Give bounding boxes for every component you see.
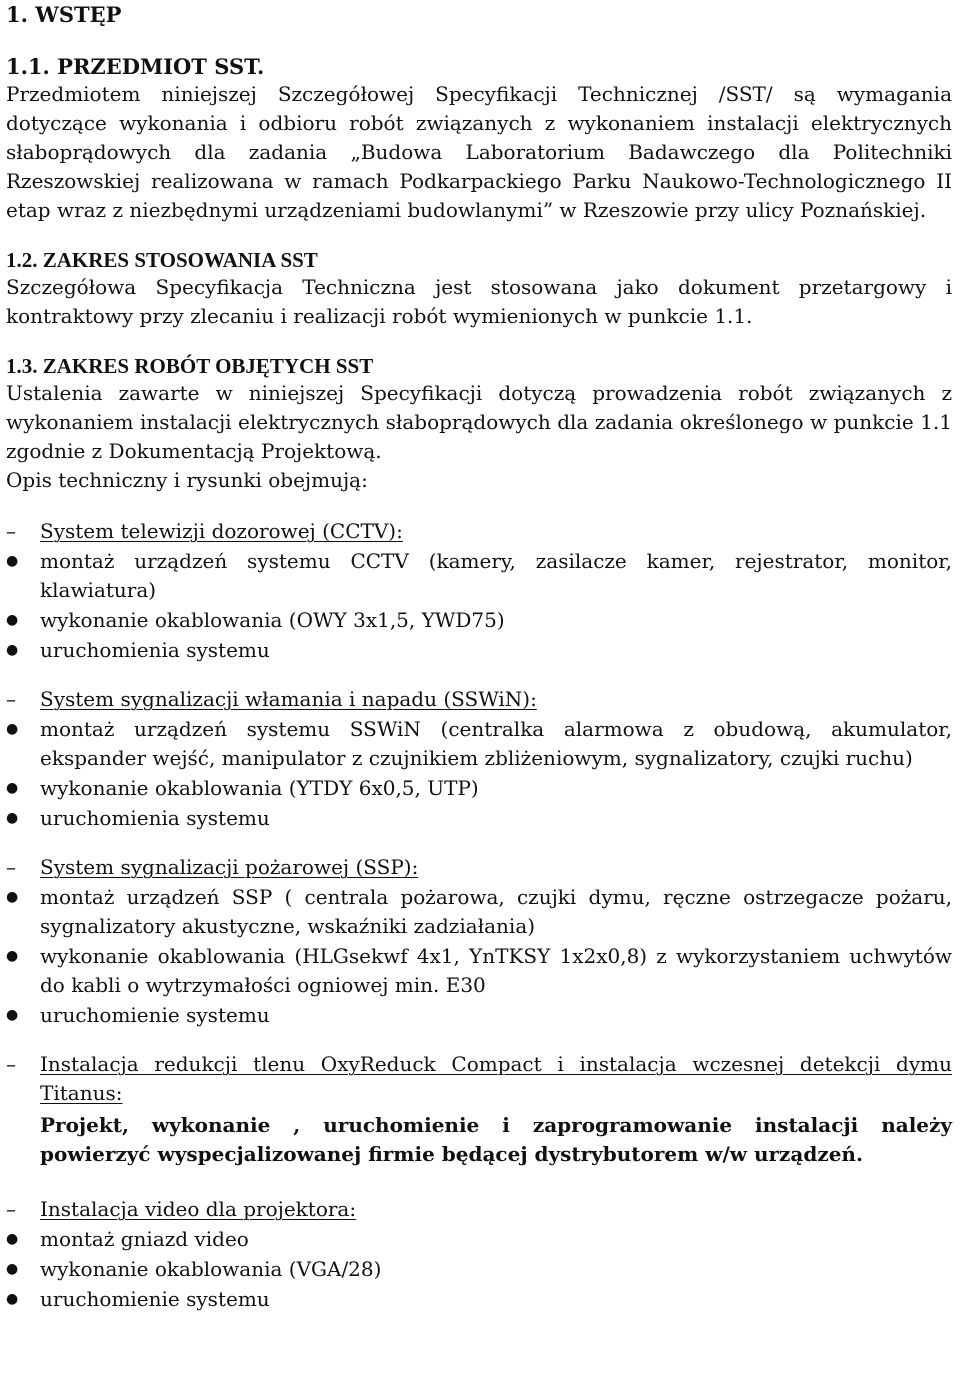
system-heading (6, 1050, 952, 1108)
bullet-icon: ● (6, 553, 19, 569)
list-item-text: wykonanie okablowania (OWY 3x1,5, YWD75) (40, 608, 505, 632)
bullet-icon: ● (6, 1261, 19, 1277)
paragraph-opis-techniczny: Opis techniczny i rysunki obejmują: (6, 468, 368, 492)
bullet-list (6, 715, 952, 833)
system-section-oxyreduck (6, 1050, 952, 1169)
heading-przedmiot-sst: 1.1. PRZEDMIOT SST. (6, 54, 265, 79)
list-item (6, 1255, 952, 1284)
bullet-list (6, 547, 952, 665)
bullet-icon: ● (6, 1007, 19, 1023)
list-item-text: uruchomienia systemu (40, 806, 270, 830)
system-title: Instalacja video dla projektora: (40, 1197, 357, 1221)
system-heading (6, 853, 952, 882)
bullet-list (6, 1225, 952, 1314)
system-heading (6, 517, 952, 546)
list-item (6, 942, 952, 1000)
list-item-text: uruchomienie systemu (40, 1003, 270, 1027)
paragraph-zakres-robot: Ustalenia zawarte w niniejszej Specyfikacji dotyczą prowadzenia robót związanych z wykonaniem instalacji elektrycznych słaboprądowych dla zadania określonego w punkcie 1.1 zgodnie z Dokumentacją Projektową. (6, 381, 952, 463)
bullet-icon: ● (6, 1291, 19, 1307)
dash-marker: – (6, 1052, 16, 1076)
list-item-text: wykonanie okablowania (VGA/28) (40, 1257, 382, 1281)
list-item (6, 636, 952, 665)
dash-marker: – (6, 687, 16, 711)
bullet-list (6, 883, 952, 1030)
list-item (6, 547, 952, 605)
list-item (6, 1225, 952, 1254)
system-title: System sygnalizacji pożarowej (SSP): (40, 855, 419, 879)
system-title: Instalacja redukcji tlenu OxyReduck Compact i instalacja wczesnej detekcji dymu Titanus: (40, 1052, 952, 1105)
list-item (6, 774, 952, 803)
heading-zakres-robot: 1.3. ZAKRES ROBÓT OBJĘTYCH SST (6, 354, 374, 378)
list-item-text: uruchomienia systemu (40, 638, 270, 662)
bold-note: Projekt, wykonanie , uruchomienie i zaprogramowanie instalacji należy powierzyć wyspecjalizowanej firmie będącej dystrybutorem w/w urządzeń. (40, 1113, 952, 1166)
bullet-icon: ● (6, 889, 19, 905)
list-item (6, 1285, 952, 1314)
paragraph-przedmiot: Przedmiotem niniejszej Szczegółowej Specyfikacji Technicznej /SST/ są wymagania dotyczące wykonania i odbioru robót związanych z wykonaniem instalacji elektrycznych słaboprądowych dla zadania „Budowa Laboratorium Badawczego dla Politechniki Rzeszowskiej realizowana w ramach Podkarpackiego Parku Naukowo-Technologicznego II etap wraz z niezbędnymi urządzeniami budowlanymi” w Rzeszowie przy ulicy Poznańskiej. (6, 82, 952, 222)
bullet-icon: ● (6, 612, 19, 628)
list-item (6, 606, 952, 635)
bullet-icon: ● (6, 642, 19, 658)
dash-marker: – (6, 1197, 16, 1221)
system-title: System telewizji dozorowej (CCTV): (40, 519, 403, 543)
heading-wstep: 1. WSTĘP (6, 2, 122, 27)
system-title: System sygnalizacji włamania i napadu (SSWiN): (40, 687, 537, 711)
system-section-video (6, 1195, 952, 1314)
bullet-icon: ● (6, 948, 19, 964)
paragraph-zakres-stosowania: Szczegółowa Specyfikacja Techniczna jest stosowana jako dokument przetargowy i kontraktowy przy zlecaniu i realizacji robót wymienionych w punkcie 1.1. (6, 275, 952, 328)
bullet-icon: ● (6, 721, 19, 737)
list-item-text: montaż gniazd video (40, 1227, 249, 1251)
system-section-cctv (6, 517, 952, 665)
list-item (6, 715, 952, 773)
bullet-icon: ● (6, 1231, 19, 1247)
system-section-ssp (6, 853, 952, 1030)
system-section-sswin (6, 685, 952, 833)
list-item-text: wykonanie okablowania (HLGsekwf 4x1, YnTKSY 1x2x0,8) z wykorzystaniem uchwytów do kabli o wytrzymałości ogniowej min. E30 (40, 944, 952, 997)
list-item-text: uruchomienie systemu (40, 1287, 270, 1311)
list-item (6, 804, 952, 833)
list-item-text: wykonanie okablowania (YTDY 6x0,5, UTP) (40, 776, 479, 800)
system-heading (6, 1195, 952, 1224)
heading-zakres-stosowania: 1.2. ZAKRES STOSOWANIA SST (6, 248, 318, 272)
list-item (6, 883, 952, 941)
list-item-text: montaż urządzeń SSP ( centrala pożarowa, czujki dymu, ręczne ostrzegacze pożaru, sygnalizatory akustyczne, wskaźniki zadziałania) (40, 885, 952, 938)
bullet-icon: ● (6, 810, 19, 826)
document-page (0, 2, 960, 1314)
bullet-icon: ● (6, 780, 19, 796)
list-item (6, 1001, 952, 1030)
system-heading (6, 685, 952, 714)
dash-marker: – (6, 855, 16, 879)
list-item-text: montaż urządzeń systemu SSWiN (centralka alarmowa z obudową, akumulator, ekspander wejść, manipulator z czujnikiem zbliżeniowym, sygnalizatory, czujki ruchu) (40, 717, 952, 770)
list-item-text: montaż urządzeń systemu CCTV (kamery, zasilacze kamer, rejestrator, monitor, klawiatura) (40, 549, 952, 602)
dash-marker: – (6, 519, 16, 543)
